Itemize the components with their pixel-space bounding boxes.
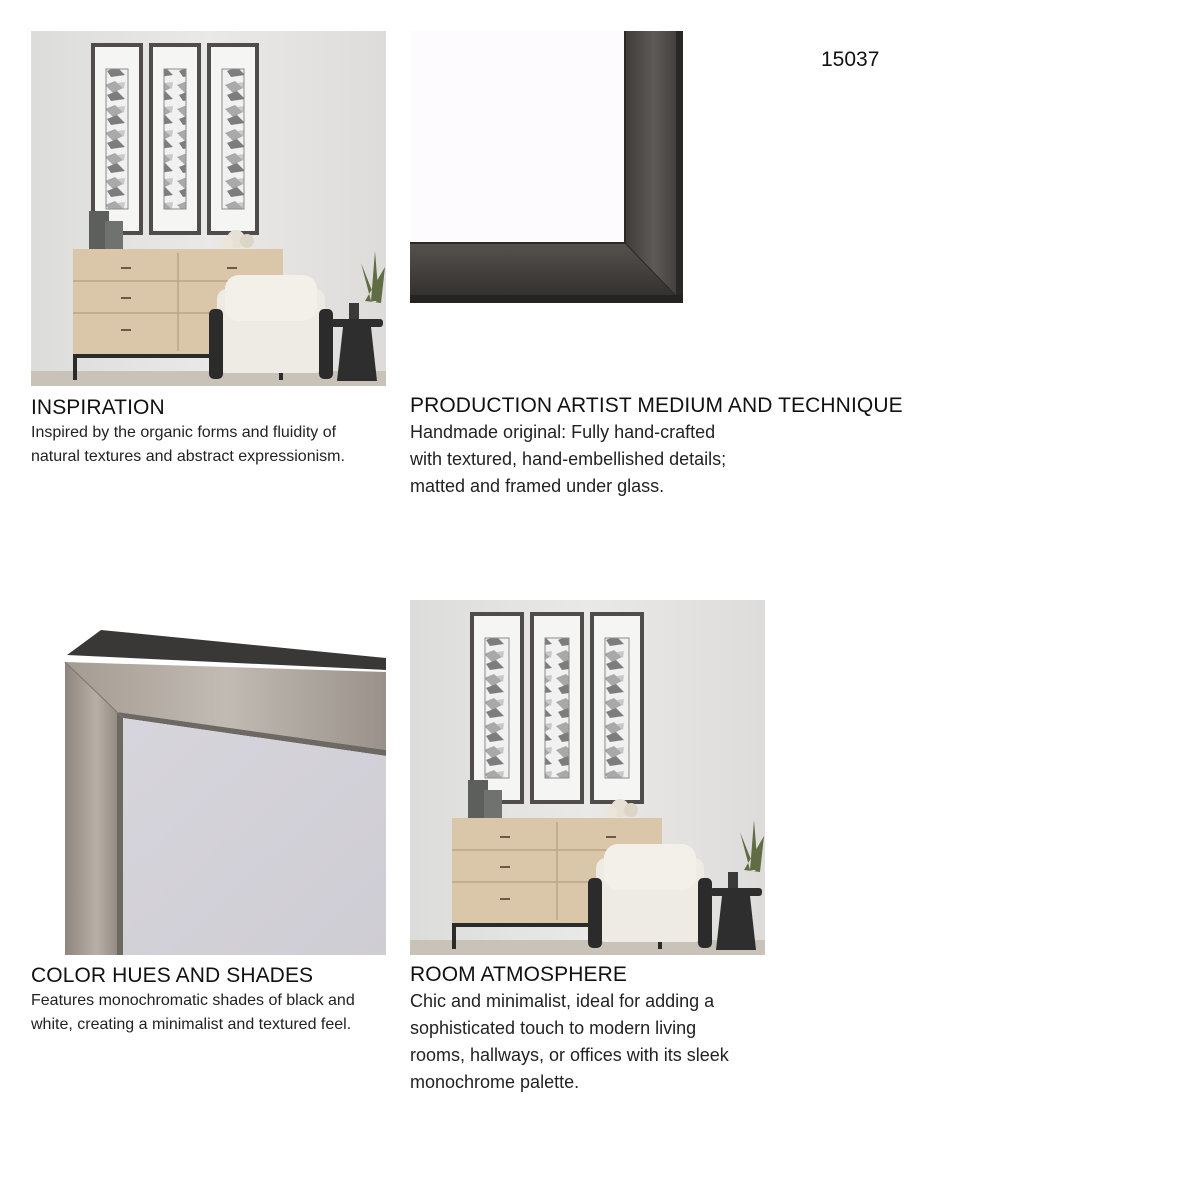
room-atmosphere-section xyxy=(410,962,830,1096)
product-sku: 15037 xyxy=(821,48,880,71)
inspiration-title: INSPIRATION xyxy=(31,396,165,419)
room-atmosphere-line: rooms, hallways, or offices with its sleek xyxy=(410,1045,729,1065)
frame-corner-closeup-silver xyxy=(31,600,386,955)
production-line: matted and framed under glass. xyxy=(410,476,665,496)
room-scene-photo-top xyxy=(31,31,386,386)
production-title: PRODUCTION ARTIST MEDIUM AND TECHNIQUE xyxy=(410,394,903,417)
room-scene-illustration-2 xyxy=(410,600,765,955)
frame-corner-closeup-dark xyxy=(410,31,683,303)
dark-frame-corner-illustration xyxy=(410,31,683,303)
color-line: Features monochromatic shades of black and xyxy=(31,992,355,1009)
room-scene-illustration xyxy=(31,31,386,386)
inspiration-line: Inspired by the organic forms and fluidity of xyxy=(31,424,337,441)
silver-frame-corner-illustration xyxy=(31,600,386,955)
color-line: white, creating a minimalist and textured feel. xyxy=(31,1016,352,1033)
room-atmosphere-title: ROOM ATMOSPHERE xyxy=(410,963,627,986)
production-section xyxy=(410,393,930,500)
inspiration-line: natural textures and abstract expressionism. xyxy=(31,448,345,465)
room-atmosphere-line: Chic and minimalist, ideal for adding a xyxy=(410,991,715,1011)
color-title: COLOR HUES AND SHADES xyxy=(31,964,314,987)
room-atmosphere-line: monochrome palette. xyxy=(410,1072,580,1092)
production-line: with textured, hand-embellished details; xyxy=(410,449,727,469)
inspiration-section xyxy=(31,395,401,469)
color-section xyxy=(31,963,401,1037)
room-scene-photo-bottom xyxy=(410,600,765,955)
room-atmosphere-line: sophisticated touch to modern living xyxy=(410,1018,697,1038)
production-line: Handmade original: Fully hand-crafted xyxy=(410,422,716,442)
